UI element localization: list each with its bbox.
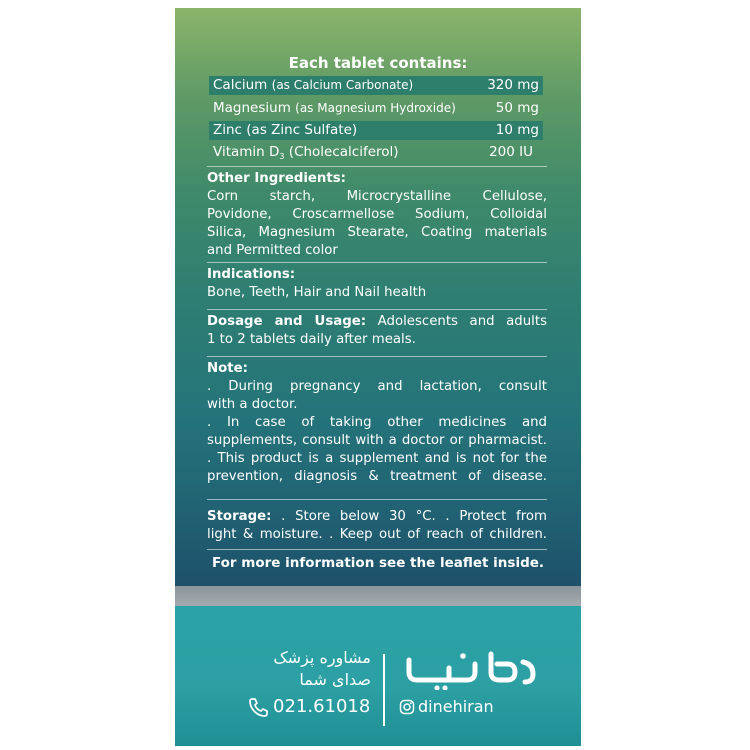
divider [207, 309, 547, 310]
instagram-handle: dinehiran [418, 697, 494, 716]
ingredient-amount: 200 IU [489, 144, 533, 160]
note-line: . During pregnancy and lactation, consult [207, 379, 547, 394]
brand-logo [403, 648, 543, 694]
other-ingredients-section [207, 170, 547, 260]
note-label: Note: [207, 361, 248, 376]
storage-text: . Store below 30 °C. . Protect from [281, 509, 547, 524]
ingredient-row-vitamin-d3 [209, 143, 543, 162]
storage-label: Storage: [207, 509, 272, 524]
storage-section [207, 508, 547, 544]
product-box [175, 8, 581, 746]
vertical-divider [383, 654, 385, 726]
note-line: prevention, diagnosis & treatment of disease. [207, 469, 547, 484]
ingredient-amount: 50 mg [495, 100, 539, 116]
consult-subtitle: صدای شما [299, 670, 371, 689]
note-line: with a doctor. [207, 397, 298, 412]
ingredient-name: Vitamin D [213, 144, 280, 160]
dosage-text: 1 to 2 tablets daily after meals. [207, 332, 416, 347]
ingredient-row-magnesium [209, 99, 543, 118]
leaflet-note: For more information see the leaflet inside. [211, 555, 545, 571]
other-ingredients-line: and Permitted color [207, 243, 338, 258]
note-line: . In case of taking other medicines and [207, 415, 547, 430]
dosage-section [207, 313, 547, 349]
note-line: supplements, consult with a doctor or pharmacist. [207, 433, 547, 448]
ingredient-detail: (as Calcium Carbonate) [271, 78, 414, 92]
gray-band [175, 586, 581, 606]
ingredient-amount: 10 mg [495, 122, 539, 138]
note-section [207, 360, 547, 486]
other-ingredients-line: Silica, Magnesium Stearate, Coating materials [207, 225, 547, 240]
dosage-label: Dosage and Usage: [207, 314, 367, 329]
divider [207, 356, 547, 357]
ingredient-subscript: 3 [279, 152, 285, 161]
indications-text: Bone, Teeth, Hair and Nail health [207, 285, 427, 300]
tablet-heading: Each tablet contains: [288, 54, 468, 72]
ingredient-row-zinc [209, 121, 543, 140]
storage-text: light & moisture. . Keep out of reach of children. [207, 527, 547, 542]
divider [207, 549, 547, 550]
other-ingredients-label: Other Ingredients: [207, 171, 346, 186]
ingredient-name: Magnesium [213, 100, 291, 116]
indications-label: Indications: [207, 267, 296, 282]
divider [207, 166, 547, 167]
dosage-text: Adolescents and adults [377, 314, 548, 329]
indications-section [207, 266, 547, 302]
ingredient-row-calcium [209, 76, 543, 95]
ingredient-name: Calcium [213, 77, 268, 93]
ingredient-detail: (as Zinc Sulfate) [246, 122, 358, 138]
ingredient-name: Zinc [213, 122, 242, 138]
divider [207, 499, 547, 500]
phone-icon [247, 696, 269, 718]
note-line: . This product is a supplement and is not for the [207, 451, 547, 466]
instagram-icon [399, 699, 415, 715]
ingredient-amount: 320 mg [487, 77, 539, 93]
other-ingredients-line: Corn starch, Microcrystalline Cellulose, [207, 189, 547, 204]
ingredient-detail: (Cholecalciferol) [288, 144, 399, 160]
phone-number: 021.61018 [273, 696, 371, 717]
ingredient-detail: (as Magnesium Hydroxide) [295, 101, 456, 115]
divider [207, 262, 547, 263]
other-ingredients-line: Povidone, Croscarmellose Sodium, Colloidal [207, 207, 547, 222]
consult-title: مشاوره پزشک [273, 648, 371, 667]
